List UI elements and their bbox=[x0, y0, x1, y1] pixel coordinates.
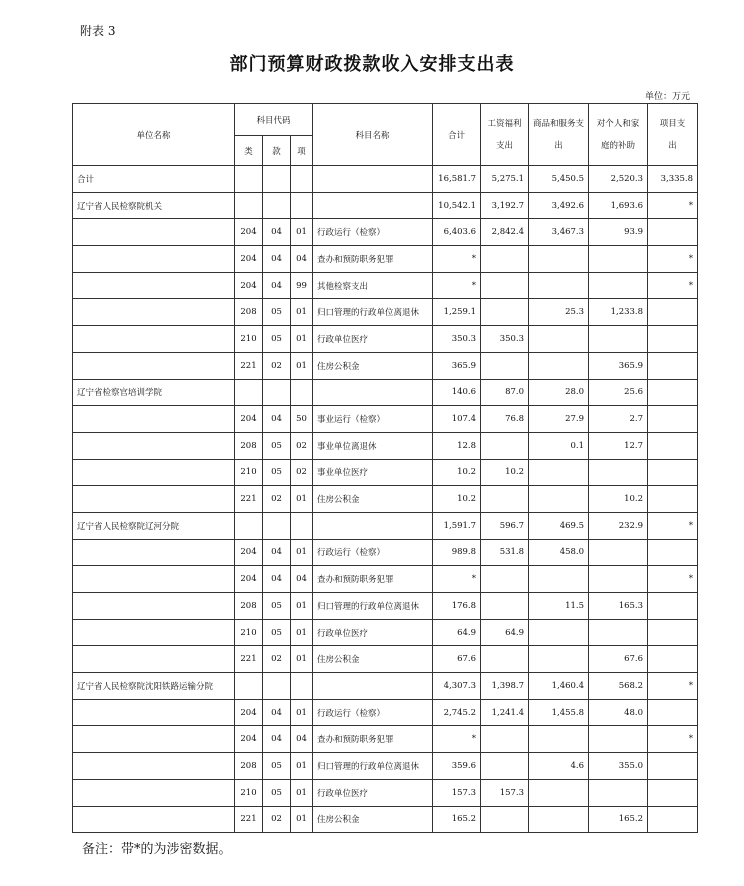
row-unit-name bbox=[73, 246, 235, 273]
row-total: 67.6 bbox=[433, 646, 481, 673]
footnote: 备注：带*的为涉密数据。 bbox=[82, 842, 232, 857]
row-goods bbox=[529, 619, 589, 646]
header-goods: 商品和服务支出 bbox=[529, 104, 589, 166]
row-subject-name: 住房公积金 bbox=[313, 646, 433, 673]
row-project: * bbox=[648, 272, 698, 299]
row-code-lei: 210 bbox=[235, 779, 263, 806]
row-total: * bbox=[433, 726, 481, 753]
row-code-lei: 210 bbox=[235, 619, 263, 646]
row-wages: 87.0 bbox=[481, 379, 529, 406]
row-total: 1,591.7 bbox=[433, 512, 481, 539]
row-subject-name: 归口管理的行政单位离退休 bbox=[313, 593, 433, 620]
row-code-lei: 204 bbox=[235, 272, 263, 299]
row-personal: 12.7 bbox=[589, 432, 648, 459]
row-total: 359.6 bbox=[433, 753, 481, 780]
row-project bbox=[648, 619, 698, 646]
row-code-kuan: 02 bbox=[263, 806, 291, 833]
row-code-kuan: 05 bbox=[263, 299, 291, 326]
row-personal bbox=[589, 726, 648, 753]
row-code-kuan: 02 bbox=[263, 486, 291, 513]
row-wages bbox=[481, 593, 529, 620]
row-code-kuan: 05 bbox=[263, 619, 291, 646]
row-wages: 5,275.1 bbox=[481, 166, 529, 193]
row-goods: 0.1 bbox=[529, 432, 589, 459]
row-project bbox=[648, 432, 698, 459]
row-code-lei bbox=[235, 379, 263, 406]
row-unit-name: 辽宁省人民检察院辽河分院 bbox=[73, 512, 235, 539]
row-code-xiang: 04 bbox=[291, 566, 313, 593]
row-subject-name: 行政单位医疗 bbox=[313, 619, 433, 646]
row-unit-name bbox=[73, 432, 235, 459]
row-total: 6,403.6 bbox=[433, 219, 481, 246]
row-subject-name bbox=[313, 512, 433, 539]
row-wages: 76.8 bbox=[481, 406, 529, 433]
row-wages: 10.2 bbox=[481, 459, 529, 486]
row-personal: 10.2 bbox=[589, 486, 648, 513]
table-row bbox=[73, 166, 698, 193]
row-goods: 11.5 bbox=[529, 593, 589, 620]
row-code-lei: 204 bbox=[235, 699, 263, 726]
table-row bbox=[73, 779, 698, 806]
table-row bbox=[73, 539, 698, 566]
row-goods: 1,455.8 bbox=[529, 699, 589, 726]
row-total: 16,581.7 bbox=[433, 166, 481, 193]
row-personal: 2,520.3 bbox=[589, 166, 648, 193]
row-unit-name bbox=[73, 566, 235, 593]
row-unit-name bbox=[73, 753, 235, 780]
row-total: 157.3 bbox=[433, 779, 481, 806]
row-code-xiang: 04 bbox=[291, 726, 313, 753]
row-total: * bbox=[433, 272, 481, 299]
row-project bbox=[648, 699, 698, 726]
table-row bbox=[73, 699, 698, 726]
row-code-kuan: 04 bbox=[263, 272, 291, 299]
row-code-xiang: 01 bbox=[291, 619, 313, 646]
row-goods: 1,460.4 bbox=[529, 673, 589, 700]
row-personal: 365.9 bbox=[589, 352, 648, 379]
table-row bbox=[73, 486, 698, 513]
row-code-kuan: 04 bbox=[263, 699, 291, 726]
row-total: 10,542.1 bbox=[433, 192, 481, 219]
row-code-lei: 221 bbox=[235, 486, 263, 513]
row-code-xiang: 01 bbox=[291, 486, 313, 513]
row-code-xiang: 01 bbox=[291, 593, 313, 620]
row-unit-name bbox=[73, 459, 235, 486]
row-total: 10.2 bbox=[433, 459, 481, 486]
row-unit-name bbox=[73, 219, 235, 246]
row-code-xiang: 01 bbox=[291, 299, 313, 326]
row-project bbox=[648, 379, 698, 406]
row-total: 365.9 bbox=[433, 352, 481, 379]
row-subject-name: 查办和预防职务犯罪 bbox=[313, 566, 433, 593]
row-subject-name: 行政单位医疗 bbox=[313, 326, 433, 353]
row-project: * bbox=[648, 192, 698, 219]
row-code-kuan: 02 bbox=[263, 352, 291, 379]
row-project: * bbox=[648, 246, 698, 273]
row-project: * bbox=[648, 726, 698, 753]
row-goods bbox=[529, 646, 589, 673]
row-subject-name: 行政运行（检察） bbox=[313, 699, 433, 726]
row-unit-name bbox=[73, 806, 235, 833]
header-project: 项目支出 bbox=[648, 104, 698, 166]
row-code-kuan: 04 bbox=[263, 566, 291, 593]
header-subject-code: 科目代码 bbox=[235, 104, 313, 136]
row-code-lei: 208 bbox=[235, 299, 263, 326]
row-subject-name bbox=[313, 166, 433, 193]
table-row bbox=[73, 673, 698, 700]
row-code-xiang bbox=[291, 379, 313, 406]
row-personal: 93.9 bbox=[589, 219, 648, 246]
row-wages: 350.3 bbox=[481, 326, 529, 353]
row-subject-name: 查办和预防职务犯罪 bbox=[313, 726, 433, 753]
table-row bbox=[73, 753, 698, 780]
row-subject-name: 事业运行（检察） bbox=[313, 406, 433, 433]
row-unit-name bbox=[73, 779, 235, 806]
row-code-lei: 208 bbox=[235, 432, 263, 459]
row-wages bbox=[481, 272, 529, 299]
row-goods bbox=[529, 272, 589, 299]
row-goods: 4.6 bbox=[529, 753, 589, 780]
row-code-lei: 208 bbox=[235, 593, 263, 620]
row-code-xiang: 01 bbox=[291, 539, 313, 566]
row-total: 10.2 bbox=[433, 486, 481, 513]
attachment-label: 附表 3 bbox=[80, 24, 116, 38]
table-row bbox=[73, 512, 698, 539]
table-row bbox=[73, 806, 698, 833]
row-unit-name bbox=[73, 326, 235, 353]
header-personal: 对个人和家庭的补助 bbox=[589, 104, 648, 166]
row-subject-name: 查办和预防职务犯罪 bbox=[313, 246, 433, 273]
row-goods: 458.0 bbox=[529, 539, 589, 566]
row-goods: 469.5 bbox=[529, 512, 589, 539]
row-total: 140.6 bbox=[433, 379, 481, 406]
row-subject-name: 行政运行（检察） bbox=[313, 219, 433, 246]
row-personal bbox=[589, 246, 648, 273]
header-wages: 工资福利支出 bbox=[481, 104, 529, 166]
row-code-lei: 204 bbox=[235, 726, 263, 753]
row-personal bbox=[589, 272, 648, 299]
header-total: 合计 bbox=[433, 104, 481, 166]
table-row bbox=[73, 593, 698, 620]
table-row bbox=[73, 246, 698, 273]
row-total: 989.8 bbox=[433, 539, 481, 566]
row-code-xiang: 01 bbox=[291, 699, 313, 726]
table-row bbox=[73, 619, 698, 646]
page-title: 部门预算财政拨款收入安排支出表 bbox=[229, 54, 515, 75]
row-project: * bbox=[648, 566, 698, 593]
row-unit-name bbox=[73, 619, 235, 646]
row-wages: 3,192.7 bbox=[481, 192, 529, 219]
table-row bbox=[73, 379, 698, 406]
table-row bbox=[73, 192, 698, 219]
row-wages bbox=[481, 352, 529, 379]
row-goods bbox=[529, 806, 589, 833]
row-subject-name bbox=[313, 673, 433, 700]
row-subject-name: 行政运行（检察） bbox=[313, 539, 433, 566]
row-code-xiang: 01 bbox=[291, 219, 313, 246]
row-wages bbox=[481, 726, 529, 753]
row-goods bbox=[529, 726, 589, 753]
row-personal: 165.3 bbox=[589, 593, 648, 620]
row-code-kuan: 04 bbox=[263, 726, 291, 753]
row-unit-name: 辽宁省检察官培训学院 bbox=[73, 379, 235, 406]
row-personal: 25.6 bbox=[589, 379, 648, 406]
row-wages bbox=[481, 646, 529, 673]
row-code-kuan: 05 bbox=[263, 779, 291, 806]
row-project bbox=[648, 646, 698, 673]
row-personal bbox=[589, 779, 648, 806]
row-project bbox=[648, 299, 698, 326]
row-code-lei: 204 bbox=[235, 246, 263, 273]
row-personal: 67.6 bbox=[589, 646, 648, 673]
row-code-lei: 221 bbox=[235, 806, 263, 833]
row-code-lei: 204 bbox=[235, 566, 263, 593]
row-subject-name: 住房公积金 bbox=[313, 486, 433, 513]
row-code-lei bbox=[235, 512, 263, 539]
row-personal: 232.9 bbox=[589, 512, 648, 539]
row-code-xiang: 01 bbox=[291, 326, 313, 353]
row-unit-name: 合计 bbox=[73, 166, 235, 193]
row-goods bbox=[529, 352, 589, 379]
row-code-xiang bbox=[291, 512, 313, 539]
row-unit-name bbox=[73, 593, 235, 620]
row-wages bbox=[481, 486, 529, 513]
table-row bbox=[73, 432, 698, 459]
row-code-kuan: 02 bbox=[263, 646, 291, 673]
row-personal: 355.0 bbox=[589, 753, 648, 780]
header-kuan: 款 bbox=[263, 136, 291, 166]
row-unit-name: 辽宁省人民检察院机关 bbox=[73, 192, 235, 219]
row-project bbox=[648, 486, 698, 513]
row-project bbox=[648, 219, 698, 246]
header-lei: 类 bbox=[235, 136, 263, 166]
row-goods bbox=[529, 459, 589, 486]
row-wages bbox=[481, 806, 529, 833]
row-unit-name bbox=[73, 539, 235, 566]
row-personal: 48.0 bbox=[589, 699, 648, 726]
row-code-xiang bbox=[291, 192, 313, 219]
row-code-lei: 221 bbox=[235, 646, 263, 673]
row-wages: 1,398.7 bbox=[481, 673, 529, 700]
row-code-xiang: 04 bbox=[291, 246, 313, 273]
row-project bbox=[648, 593, 698, 620]
row-code-kuan: 04 bbox=[263, 406, 291, 433]
row-personal bbox=[589, 566, 648, 593]
row-project bbox=[648, 459, 698, 486]
row-subject-name bbox=[313, 379, 433, 406]
row-code-xiang: 99 bbox=[291, 272, 313, 299]
row-personal: 165.2 bbox=[589, 806, 648, 833]
row-code-kuan: 05 bbox=[263, 753, 291, 780]
row-personal: 1,693.6 bbox=[589, 192, 648, 219]
table-row bbox=[73, 646, 698, 673]
row-goods bbox=[529, 326, 589, 353]
row-code-kuan: 05 bbox=[263, 593, 291, 620]
unit-label: 单位：万元 bbox=[644, 92, 690, 102]
row-total: 4,307.3 bbox=[433, 673, 481, 700]
row-goods bbox=[529, 486, 589, 513]
row-total: 107.4 bbox=[433, 406, 481, 433]
row-code-xiang: 01 bbox=[291, 806, 313, 833]
table-row bbox=[73, 566, 698, 593]
row-personal bbox=[589, 539, 648, 566]
row-project: 3,335.8 bbox=[648, 166, 698, 193]
row-code-xiang: 01 bbox=[291, 779, 313, 806]
row-unit-name bbox=[73, 699, 235, 726]
row-total: 64.9 bbox=[433, 619, 481, 646]
row-goods: 5,450.5 bbox=[529, 166, 589, 193]
row-subject-name bbox=[313, 192, 433, 219]
row-personal bbox=[589, 619, 648, 646]
row-wages: 157.3 bbox=[481, 779, 529, 806]
row-code-lei bbox=[235, 192, 263, 219]
row-project bbox=[648, 779, 698, 806]
row-code-xiang: 02 bbox=[291, 459, 313, 486]
row-code-kuan: 05 bbox=[263, 432, 291, 459]
row-project bbox=[648, 352, 698, 379]
header-subject-name: 科目名称 bbox=[313, 104, 433, 166]
row-unit-name bbox=[73, 726, 235, 753]
row-project bbox=[648, 539, 698, 566]
row-code-lei: 204 bbox=[235, 539, 263, 566]
row-goods: 25.3 bbox=[529, 299, 589, 326]
row-wages bbox=[481, 299, 529, 326]
row-goods bbox=[529, 246, 589, 273]
row-code-lei: 221 bbox=[235, 352, 263, 379]
row-code-xiang: 02 bbox=[291, 432, 313, 459]
table-row bbox=[73, 272, 698, 299]
row-code-xiang: 50 bbox=[291, 406, 313, 433]
row-code-xiang: 01 bbox=[291, 753, 313, 780]
row-subject-name: 住房公积金 bbox=[313, 806, 433, 833]
row-code-kuan bbox=[263, 673, 291, 700]
row-unit-name bbox=[73, 406, 235, 433]
row-goods bbox=[529, 779, 589, 806]
row-wages: 64.9 bbox=[481, 619, 529, 646]
row-wages: 531.8 bbox=[481, 539, 529, 566]
row-code-kuan bbox=[263, 379, 291, 406]
row-total: * bbox=[433, 246, 481, 273]
row-total: 2,745.2 bbox=[433, 699, 481, 726]
row-goods bbox=[529, 566, 589, 593]
row-wages: 1,241.4 bbox=[481, 699, 529, 726]
row-subject-name: 事业单位医疗 bbox=[313, 459, 433, 486]
row-project bbox=[648, 406, 698, 433]
row-total: 12.8 bbox=[433, 432, 481, 459]
row-code-kuan bbox=[263, 192, 291, 219]
row-personal bbox=[589, 459, 648, 486]
table-row bbox=[73, 352, 698, 379]
table-row bbox=[73, 726, 698, 753]
row-total: 176.8 bbox=[433, 593, 481, 620]
row-personal: 568.2 bbox=[589, 673, 648, 700]
row-code-kuan: 05 bbox=[263, 459, 291, 486]
row-subject-name: 归口管理的行政单位离退休 bbox=[313, 753, 433, 780]
row-goods: 28.0 bbox=[529, 379, 589, 406]
row-code-kuan: 04 bbox=[263, 246, 291, 273]
row-personal bbox=[589, 326, 648, 353]
row-personal: 2.7 bbox=[589, 406, 648, 433]
row-code-lei bbox=[235, 166, 263, 193]
row-wages: 2,842.4 bbox=[481, 219, 529, 246]
row-project bbox=[648, 753, 698, 780]
budget-table bbox=[72, 103, 698, 833]
row-unit-name bbox=[73, 646, 235, 673]
row-code-kuan bbox=[263, 166, 291, 193]
row-total: 350.3 bbox=[433, 326, 481, 353]
row-code-xiang: 01 bbox=[291, 352, 313, 379]
row-total: 165.2 bbox=[433, 806, 481, 833]
row-goods: 27.9 bbox=[529, 406, 589, 433]
row-code-lei: 210 bbox=[235, 459, 263, 486]
row-code-lei: 204 bbox=[235, 219, 263, 246]
row-total: * bbox=[433, 566, 481, 593]
row-code-xiang: 01 bbox=[291, 646, 313, 673]
row-goods: 3,492.6 bbox=[529, 192, 589, 219]
row-unit-name bbox=[73, 486, 235, 513]
row-subject-name: 行政单位医疗 bbox=[313, 779, 433, 806]
row-code-lei: 208 bbox=[235, 753, 263, 780]
table-row bbox=[73, 326, 698, 353]
table-row bbox=[73, 219, 698, 246]
row-wages bbox=[481, 432, 529, 459]
header-unit-name: 单位名称 bbox=[73, 104, 235, 166]
row-project bbox=[648, 326, 698, 353]
row-goods: 3,467.3 bbox=[529, 219, 589, 246]
table-row bbox=[73, 299, 698, 326]
row-subject-name: 住房公积金 bbox=[313, 352, 433, 379]
table-row bbox=[73, 406, 698, 433]
row-personal: 1,233.8 bbox=[589, 299, 648, 326]
row-project: * bbox=[648, 673, 698, 700]
row-subject-name: 事业单位离退休 bbox=[313, 432, 433, 459]
row-subject-name: 其他检察支出 bbox=[313, 272, 433, 299]
row-code-xiang bbox=[291, 166, 313, 193]
row-code-lei: 210 bbox=[235, 326, 263, 353]
row-project bbox=[648, 806, 698, 833]
table-row bbox=[73, 459, 698, 486]
row-wages bbox=[481, 566, 529, 593]
row-project: * bbox=[648, 512, 698, 539]
row-unit-name bbox=[73, 299, 235, 326]
row-unit-name bbox=[73, 352, 235, 379]
row-wages: 596.7 bbox=[481, 512, 529, 539]
row-code-lei bbox=[235, 673, 263, 700]
row-code-kuan: 04 bbox=[263, 219, 291, 246]
row-wages bbox=[481, 753, 529, 780]
row-unit-name: 辽宁省人民检察院沈阳铁路运输分院 bbox=[73, 673, 235, 700]
row-code-kuan: 05 bbox=[263, 326, 291, 353]
row-unit-name bbox=[73, 272, 235, 299]
row-code-kuan bbox=[263, 512, 291, 539]
row-code-xiang bbox=[291, 673, 313, 700]
row-wages bbox=[481, 246, 529, 273]
header-xiang: 项 bbox=[291, 136, 313, 166]
row-subject-name: 归口管理的行政单位离退休 bbox=[313, 299, 433, 326]
row-code-kuan: 04 bbox=[263, 539, 291, 566]
row-total: 1,259.1 bbox=[433, 299, 481, 326]
row-code-lei: 204 bbox=[235, 406, 263, 433]
